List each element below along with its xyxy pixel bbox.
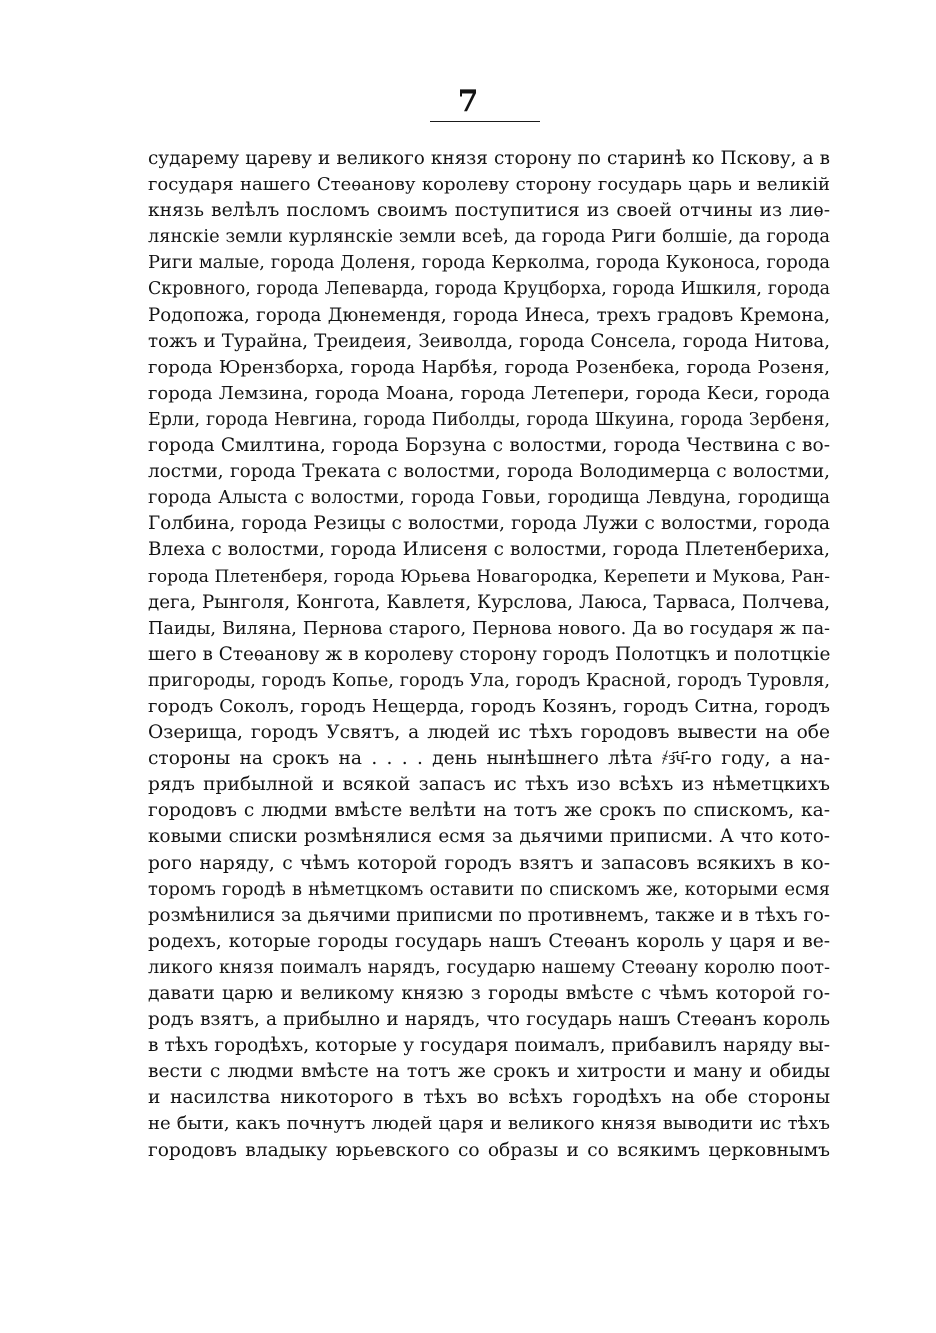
text-line: вести с людми вмѣсте на тотъ же срокъ и хитрости и ману и обиды	[148, 1061, 830, 1083]
text-line: не быти, какъ почнутъ людей царя и великого князя выводити ис тѣхъ	[148, 1113, 830, 1135]
text-line: Голбина, города Резицы с волостми, города Лужи с волостми, города	[148, 513, 830, 535]
text-line: города Юрензборха, города Нарбѣя, города Розенбека, города Розеня,	[148, 356, 830, 378]
text-line: пригороды, городъ Копье, городъ Ула, городъ Красной, городъ Туровля,	[148, 669, 830, 691]
text-line: рого наряду, с чѣмъ которой городъ взятъ и запасовъ всякихъ в ко-	[148, 852, 830, 874]
text-line: лянскіе земли курлянскіе земли всеѣ, да города Риги болшіе, да города	[148, 226, 830, 248]
text-line: сударему цареву и великого князя сторону по старинѣ ко Пскову, а в	[148, 148, 830, 169]
text-line: города Лемзина, города Моана, города Летепери, города Кеси, города	[148, 382, 830, 404]
page-number: 7	[457, 84, 479, 119]
text-line: города Смилтина, города Борзуна с волостми, города Чествина с во-	[148, 435, 830, 457]
text-line: городовъ владыку юрьевского со образы и со всякимъ церковнымъ	[148, 1139, 830, 1161]
text-line: Риги малые, города Доленя, города Керколма, города Куконоса, города	[148, 252, 830, 274]
text-line: городовъ с людми вмѣсте велѣти на тотъ же срокъ по спискомъ, ка-	[148, 800, 830, 822]
text-line: Влеха с волостми, города Илисеня с волостми, города Плетенбериха,	[148, 539, 830, 561]
text-line: шего в Стеѳанову ж в королеву сторону городъ Полотцкъ и полотцкіе	[148, 643, 830, 665]
header-rule	[430, 121, 540, 122]
text-line: ликого князя поималъ нарядъ, государю нашему Стеѳану королю поот-	[148, 956, 830, 978]
text-line: Паиды, Виляна, Пернова старого, Пернова нового. Да во государя ж па-	[148, 618, 830, 639]
text-line: города Алыста с волостми, города Говьи, городища Левдуна, городища	[148, 487, 830, 509]
text-line: Родопожа, города Дюнемендя, города Инеса, трехъ градовъ Кремона,	[148, 304, 830, 326]
text-line: городъ Соколъ, городъ Нещерда, городъ Козянъ, городъ Ситна, городъ	[148, 695, 830, 717]
text-line: Скровного, города Лепеварда, города Круцборха, города Ишкиля, города	[148, 279, 830, 300]
text-line: тожъ и Турайна, Треидеия, Зеиволда, города Сонсела, города Нитова,	[148, 330, 830, 352]
text-line: розмѣнилися за дьячими приписми по противнемъ, также и в тѣхъ го-	[148, 904, 830, 926]
text-line: Ерли, города Невгина, города Пиболды, города Шкуина, города Зербеня,	[148, 409, 830, 430]
body-text	[148, 146, 830, 1164]
text-line: лостми, города Треката с волостми, города Володимерца с волостми,	[148, 461, 830, 483]
text-line: ковыми списки розмѣнялися есмя за дьячими приписми. А что кото-	[148, 826, 830, 848]
text-line: государя нашего Стеѳанову королеву сторону государь царь и великій	[148, 174, 830, 196]
text-line: в тѣхъ городѣхъ, которые у государя поималъ, прибавилъ наряду вы-	[148, 1035, 830, 1057]
text-line: стороны на срокъ на . . . . день нынѣшнего лѣта ҂з҃ч҃-го году, а на-	[148, 748, 830, 770]
text-line: давати царю и великому князю з городы вмѣсте с чѣмъ которой го-	[148, 983, 830, 1004]
text-line: торомъ городѣ в нѣметцкомъ оставити по спискомъ же, которыми есмя	[148, 878, 830, 900]
text-line: города Плетенберя, города Юрьева Новагородка, Керепети и Мукова, Ран-	[148, 566, 830, 587]
text-line: Озерища, городъ Усвятъ, а людей ис тѣхъ городовъ вывести на обе	[148, 722, 830, 744]
text-line: дега, Рынголя, Конгота, Кавлетя, Курслова, Лаюса, Тарваса, Полчева,	[148, 591, 830, 613]
text-line: родъ взятъ, а прибылно и нарядъ, что государь нашъ Стеѳанъ король	[148, 1009, 830, 1031]
text-line: родехъ, которые городы государь нашъ Стеѳанъ король у царя и ве-	[148, 930, 830, 952]
text-line: и насилства никоторого в тѣхъ во всѣхъ городѣхъ на обе стороны	[148, 1087, 830, 1109]
text-line: рядъ прибылной и всякой запасъ ис тѣхъ изо всѣхъ из нѣметцкихъ	[148, 774, 830, 796]
text-line: князь велѣлъ посломъ своимъ поступитися из своей отчины из лиѳ-	[148, 200, 830, 222]
